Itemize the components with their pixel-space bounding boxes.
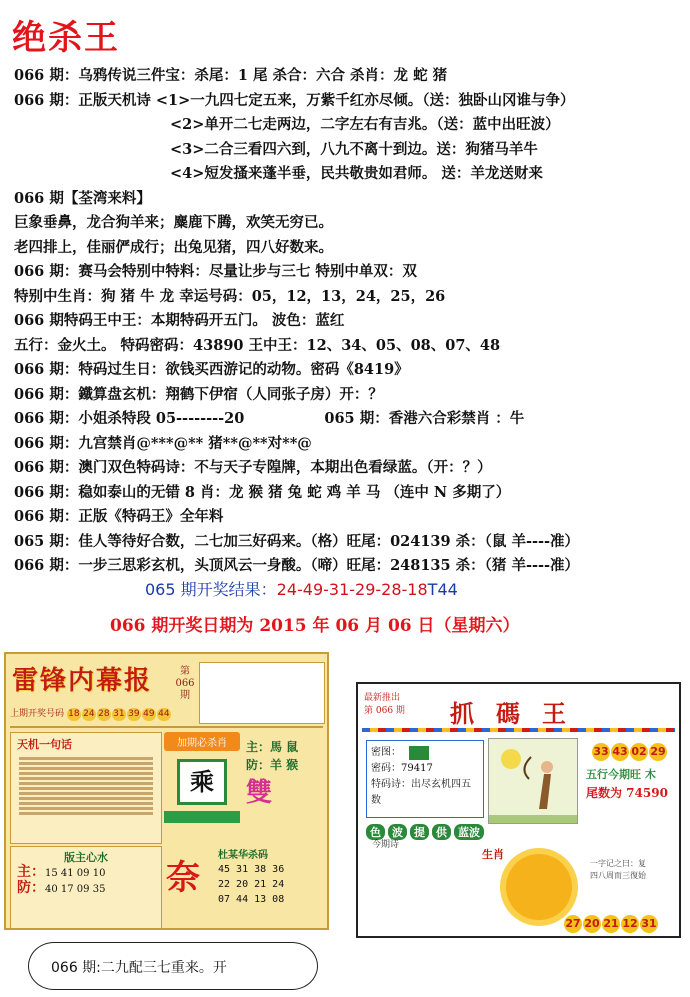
number-ball: 24 xyxy=(83,709,95,719)
wuxing-panel xyxy=(586,766,676,802)
text-line: 066 期：一步三思彩玄机，头顶风云一身酸。（啼）旺尾：248135 杀：（猪 羊----准） xyxy=(14,557,580,574)
text-line: <3>二合三看四六到，八九不离十到边。送：狗猪马羊牛 xyxy=(170,140,538,158)
text-line: <2>单开二七走两边，二字左右有吉兆。（送：蓝中出旺波） xyxy=(170,116,560,133)
text-line-left: 066 期：小姐杀特段 05--------20 xyxy=(14,410,245,427)
double-character: 雙 xyxy=(246,778,273,808)
text-line: 066 期：九宫禁肖@***@** 猪**@**对**@ xyxy=(14,434,312,452)
text-line: 066 期特码王中王：本期特码开五门。 波色：蓝红 xyxy=(14,312,345,329)
text-line: 066 期：正版天机诗 <1>一九四七定五来，万紫千红亦尽倾。（送：独卧山冈谁与争） xyxy=(14,91,575,109)
number-ball: 21 xyxy=(602,915,620,933)
number-ball: 12 xyxy=(621,915,639,933)
top-number-balls xyxy=(592,740,668,761)
page-title: 绝杀王 xyxy=(12,18,120,58)
text-line: 066 期：乌鸦传说三件宝：杀尾：1 尾 杀合：六合 杀肖：龙 蛇 猪 xyxy=(14,67,448,84)
text-line: 065 期：佳人等待好合数，二七加三好码来。（格）旺尾：024139 杀：（鼠 羊----准） xyxy=(14,532,580,550)
leifeng-title: 雷锋内幕报 xyxy=(12,666,153,696)
text-line: <4>短发搔来蓬半垂，民共敬贵如君师。 送：羊龙送财来 xyxy=(170,165,543,182)
number-ball: 33 xyxy=(592,743,610,761)
text-line: 五行：金火土。 特码密码：43890 王中王：12、34、05、08、07、48 xyxy=(14,336,501,354)
number-ball: 20 xyxy=(583,915,601,933)
number-ball: 39 xyxy=(128,709,140,719)
poem-heading: 今期诗 xyxy=(372,840,400,850)
number-ball: 44 xyxy=(158,709,170,719)
green-strip xyxy=(164,811,240,823)
editor-row: 主：15 41 09 10 xyxy=(17,864,106,880)
text-line: 巨象垂鼻，龙合狗羊来；麋鹿下腾，欢笑无穷已。 xyxy=(14,214,333,231)
draw-date: 066 期开奖日期为 2015 年 06 月 06 日（星期六） xyxy=(110,616,520,636)
text-line: 066 期：特码过生日：欲钱买西游记的动物。密码《8419》 xyxy=(14,361,409,378)
number-ball: 28 xyxy=(98,709,110,719)
shengxiao-label: 生肖 xyxy=(482,848,504,861)
divider xyxy=(10,726,323,728)
leifeng-tianji-panel xyxy=(10,732,162,844)
grid-row: 07 44 13 08 xyxy=(218,894,285,905)
leifeng-header xyxy=(12,660,192,700)
leifeng-kill-code-panel xyxy=(164,846,326,928)
number-ball: 43 xyxy=(611,743,629,761)
bottom-number-balls xyxy=(564,912,659,933)
zodiac-main: 主：馬 鼠 xyxy=(246,740,299,754)
leifeng-paper-image xyxy=(4,652,329,930)
leifeng-last-numbers xyxy=(10,706,172,721)
zhuamawang-title: 抓碼王 xyxy=(450,699,588,728)
leifeng-numbers-label: 上期开奖号码 xyxy=(10,709,65,719)
text-line: 066 期：正版《特码王》全年料 xyxy=(14,508,224,525)
number-ball: 29 xyxy=(649,743,667,761)
cloud-text: 066 期:二九配三七重来。开 xyxy=(51,960,227,976)
leifeng-issue: 第 066 期 xyxy=(175,666,195,701)
decorative-border xyxy=(362,728,675,732)
monkey-burst-icon xyxy=(506,854,572,920)
number-ball: 18 xyxy=(68,709,80,719)
text-line: 066 期：稳如泰山的无错 8 肖：龙 猴 猪 兔 蛇 鸡 羊 马 （连中 N 多期了） xyxy=(14,483,511,501)
number-ball: 27 xyxy=(564,915,582,933)
grid-row: 22 20 21 24 xyxy=(218,879,285,890)
zhuamawang-paper-image xyxy=(356,682,681,938)
draw-result-tail: T44 xyxy=(427,580,458,599)
kill-heading: 加期必杀肖 xyxy=(164,732,240,751)
archer-illustration xyxy=(488,738,578,824)
text-line: 066 期：澳门双色特码诗：不与天子专隍牌，本期出色看绿蓝。（开：？） xyxy=(14,459,492,476)
kill-code-heading: 杜某华杀码 xyxy=(218,850,268,861)
leifeng-blank-box xyxy=(199,662,325,724)
text-line: 066 期【荃湾来料】 xyxy=(14,189,151,207)
archer-icon xyxy=(489,739,577,823)
kill-character: 乘 xyxy=(177,759,227,805)
number-ball: 31 xyxy=(113,709,125,719)
leifeng-editor-panel xyxy=(10,846,162,930)
cloud-callout xyxy=(28,942,318,990)
grid-row: 45 31 38 36 xyxy=(218,864,285,875)
microsoft-logo-icon xyxy=(409,746,429,760)
tianji-heading: 天机一句话 xyxy=(17,738,72,751)
number-ball: 02 xyxy=(630,743,648,761)
draw-result-label: 065 期开奖结果： xyxy=(145,580,277,599)
editor-heading: 版主心水 xyxy=(64,851,108,864)
ribbon-text: 一字记之曰：复 四八周而三復始 xyxy=(590,859,646,880)
red-character: 奈 xyxy=(166,858,200,898)
number-ball: 31 xyxy=(640,915,658,933)
text-line: 066 期：鐵算盘玄机：翔鹤下伊宿（人同张子房）开：？ xyxy=(14,385,383,403)
zhuamawang-info-box: 密图： 密码：79417 特码诗：出尽玄机四五数 xyxy=(366,740,484,818)
draw-result xyxy=(145,577,458,600)
prediction-text-block xyxy=(14,64,684,579)
text-line-right: 065 期：香港六合彩禁肖 ：牛 xyxy=(324,410,525,427)
number-ball: 49 xyxy=(143,709,155,719)
editor-row: 防：40 17 09 35 xyxy=(17,880,106,896)
text-line: 特别中生肖：狗 猪 牛 龙 幸运号码：05，12，13，24，25，26 xyxy=(14,287,446,305)
zodiac-defend: 防：羊 猴 xyxy=(246,758,299,772)
wuxing-text: 五行今期旺 木 xyxy=(586,768,656,781)
color-tabs: 色 波 提 供 蓝波 xyxy=(366,824,487,840)
weishu-text: 尾数为 74590 xyxy=(586,786,668,800)
text-line: 066 期：赛马会特别中特料：尽量让步与三七 特别中单双：双 xyxy=(14,263,417,280)
leifeng-kill-panel xyxy=(164,732,240,834)
kill-code-grid xyxy=(218,862,284,907)
poem-panel xyxy=(372,840,452,930)
zhuamawang-topline: 最新推出 第 066 期 xyxy=(364,693,405,716)
text-line-split xyxy=(14,407,684,432)
leifeng-zodiac-panel xyxy=(246,738,326,808)
draw-result-numbers: 24-49-31-29-28-18 xyxy=(276,580,428,599)
text-line: 老四排上，佳丽俨成行；出兔见猪，四八好数来。 xyxy=(14,238,333,256)
